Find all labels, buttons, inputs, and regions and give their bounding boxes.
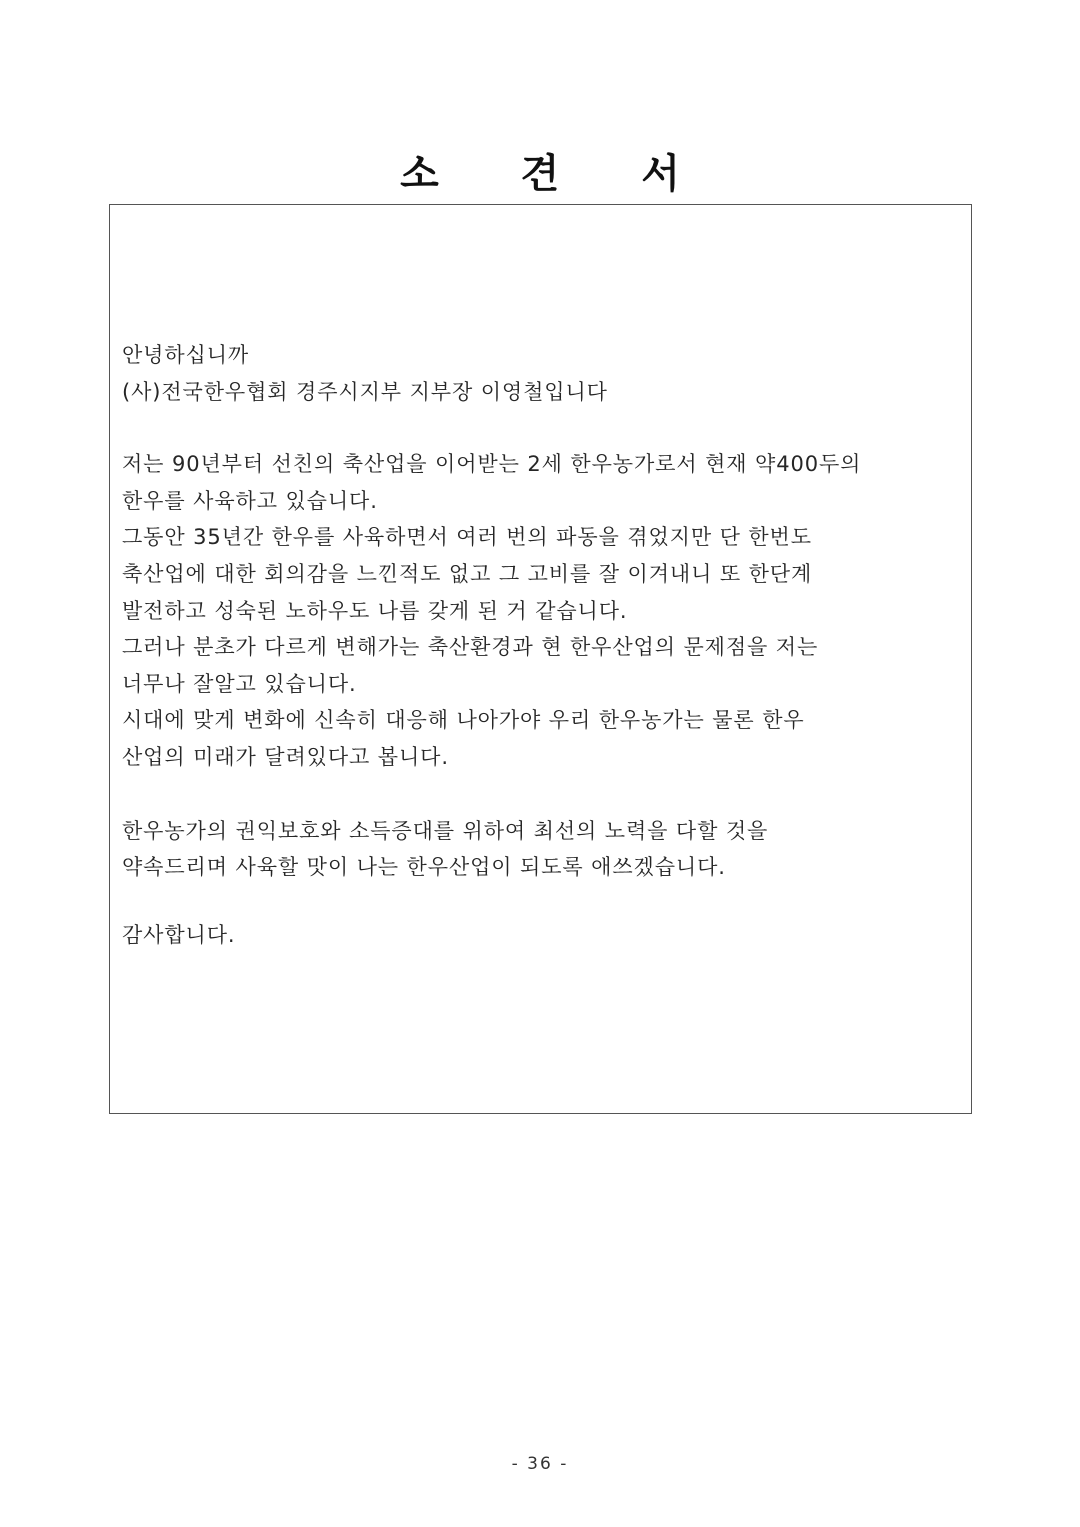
body-line: 축산업에 대한 회의감을 느낀적도 없고 그 고비를 잘 이겨내니 또 한단계 — [122, 561, 813, 586]
pledge-line: 한우농가의 권익보호와 소득증대를 위하여 최선의 노력을 다할 것을 — [122, 818, 769, 843]
document-title: 소 견 서 — [400, 150, 714, 197]
body-line: 산업의 미래가 달려있다고 봅니다. — [122, 744, 449, 769]
greeting-paragraph — [122, 337, 962, 410]
greeting-line: 안녕하십니까 — [122, 343, 250, 367]
closing-paragraph — [122, 917, 962, 954]
paragraph-spacer — [122, 410, 962, 446]
body-line: 그러나 분초가 다르게 변해가는 축산환경과 현 한우산업의 문제점을 저는 — [122, 635, 819, 660]
body-paragraph — [122, 446, 962, 775]
pledge-paragraph — [122, 813, 962, 886]
letter-text — [122, 337, 962, 953]
opinion-box — [109, 204, 972, 1114]
body-line: 시대에 맞게 변화에 신속히 대응해 나아가야 우리 한우농가는 물론 한우 — [122, 708, 805, 733]
pledge-line: 약속드리며 사육할 맛이 나는 한우산업이 되도록 애쓰겠습니다. — [122, 855, 726, 880]
page-number: - 36 - — [511, 1454, 569, 1474]
body-line: 그동안 35년간 한우를 사육하면서 여러 번의 파동을 겪었지만 단 한번도 — [122, 525, 812, 550]
signer-line: (사)전국한우협회 경주시지부 지부장 이영철입니다 — [122, 379, 608, 404]
paragraph-spacer — [122, 776, 962, 813]
body-line: 너무나 잘알고 있습니다. — [122, 671, 357, 696]
body-line: 발전하고 성숙된 노하우도 나름 갖게 된 거 같습니다. — [122, 598, 628, 623]
closing-line: 감사합니다. — [122, 922, 236, 947]
body-line: 저는 90년부터 선친의 축산업을 이어받는 2세 한우농가로서 현재 약400두의 — [122, 452, 862, 477]
paragraph-spacer — [122, 886, 962, 917]
body-line: 한우를 사육하고 있습니다. — [122, 488, 378, 513]
